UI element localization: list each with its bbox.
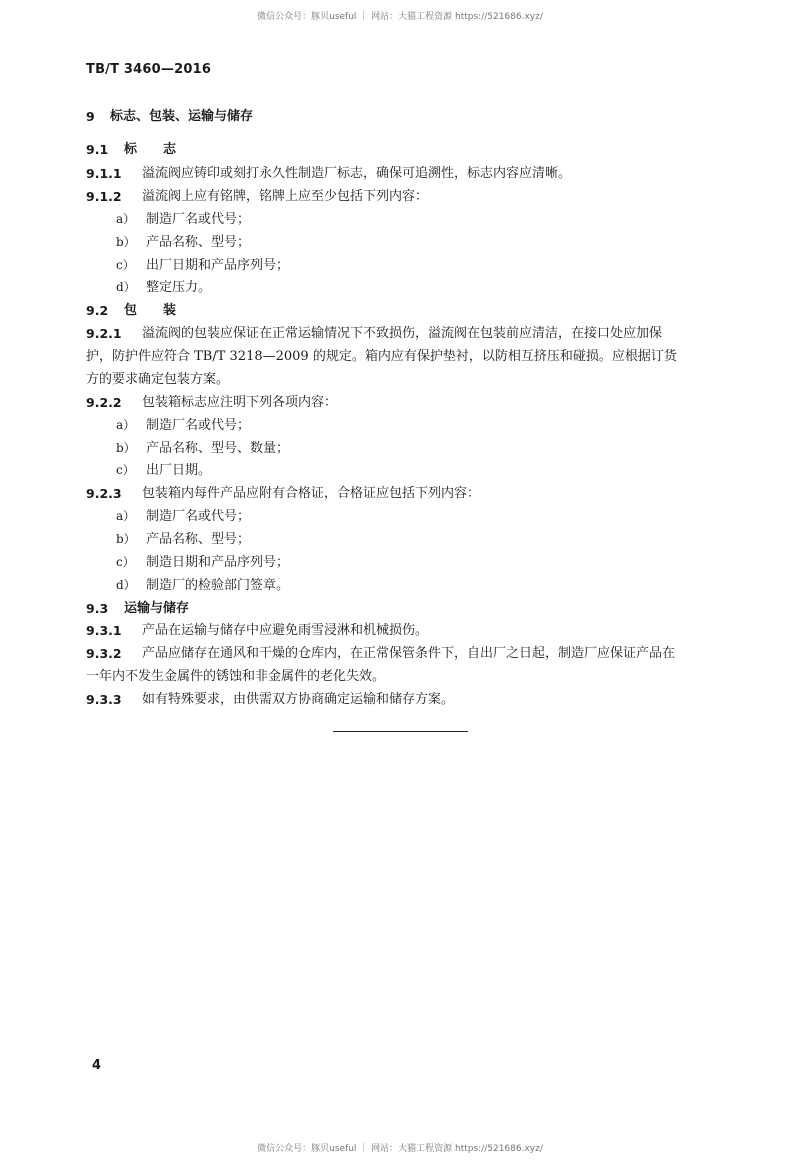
list-marker: b） xyxy=(116,441,136,455)
watermark-bottom: 微信公众号：豚贝useful ｜ 网站：大猫工程资源 https://521686.xyz/ xyxy=(257,1144,543,1154)
clause-number-9-2-3: 9.2.3 xyxy=(86,486,122,501)
list-marker: a） xyxy=(116,509,136,523)
clause-number-9-1-2: 9.1.2 xyxy=(86,189,122,204)
clause-text-9-3-1: 产品在运输与储存中应避免雨雪浸淋和机械损伤。 xyxy=(142,623,429,638)
clause-number-9-1-1: 9.1.1 xyxy=(86,166,122,181)
clause-text-line: 一年内不发生金属件的锈蚀和非金属件的老化失效。 xyxy=(86,669,386,684)
list-item: 制造日期和产品序列号； xyxy=(146,555,290,570)
subsection-number-9-2: 9.2 xyxy=(86,303,109,318)
list-item: 出厂日期和产品序列号； xyxy=(146,258,290,273)
list-item: 制造厂名或代号； xyxy=(146,418,251,433)
subsection-title-9-2: 包 装 xyxy=(124,303,177,318)
list-marker: b） xyxy=(116,532,136,546)
list-marker: c） xyxy=(116,555,135,569)
list-item: 产品名称、型号； xyxy=(146,532,251,547)
clause-text-9-1-1: 溢流阀应铸印或刻打永久性制造厂标志，确保可追溯性，标志内容应清晰。 xyxy=(142,166,572,181)
list-item: 制造厂的检验部门签章。 xyxy=(146,578,290,593)
clause-number-9-3-3: 9.3.3 xyxy=(86,692,122,707)
clause-number-9-2-1: 9.2.1 xyxy=(86,326,122,341)
list-marker: b） xyxy=(116,235,136,249)
list-item: 产品名称、型号、数量； xyxy=(146,441,290,456)
subsection-number-9-3: 9.3 xyxy=(86,601,109,616)
page-number: 4 xyxy=(92,1058,102,1073)
clause-text-line: 方的要求确定包装方案。 xyxy=(86,372,230,387)
list-marker: d） xyxy=(116,578,136,592)
list-marker: a） xyxy=(116,212,136,226)
list-marker: a） xyxy=(116,418,136,432)
clause-text-line: 护，防护件应符合 TB/T 3218—2009 的规定。箱内应有保护垫衬，以防相互挤压和碰损。应根据订货 xyxy=(86,349,677,364)
list-marker: c） xyxy=(116,463,135,477)
clause-number-9-3-2: 9.3.2 xyxy=(86,646,122,661)
clause-text-line: 溢流阀的包装应保证在正常运输情况下不致损伤，溢流阀在包装前应清洁，在接口处应加保 xyxy=(142,326,663,341)
list-item: 出厂日期。 xyxy=(146,463,212,478)
clause-text-9-3-3: 如有特殊要求，由供需双方协商确定运输和储存方案。 xyxy=(142,692,455,707)
clause-text-9-2-3: 包装箱内每件产品应附有合格证，合格证应包括下列内容： xyxy=(142,486,481,501)
subsection-title-9-1: 标 志 xyxy=(124,142,177,157)
clause-text-line: 产品应储存在通风和干燥的仓库内，在正常保管条件下，自出厂之日起，制造厂应保证产品在 xyxy=(142,646,676,661)
list-item: 产品名称、型号； xyxy=(146,235,251,250)
list-marker: d） xyxy=(116,280,136,294)
clause-text-9-1-2: 溢流阀上应有铭牌，铭牌上应至少包括下列内容： xyxy=(142,189,429,204)
clause-number-9-2-2: 9.2.2 xyxy=(86,395,122,410)
standard-number: TB/T 3460—2016 xyxy=(86,62,212,77)
subsection-number-9-1: 9.1 xyxy=(86,142,109,157)
subsection-title-9-3: 运输与储存 xyxy=(124,601,190,616)
section-number: 9 xyxy=(86,109,95,124)
list-item: 制造厂名或代号； xyxy=(146,212,251,227)
section-title: 标志、包装、运输与储存 xyxy=(110,109,254,124)
clause-text-9-2-2: 包装箱标志应注明下列各项内容： xyxy=(142,395,338,410)
watermark-top: 微信公众号：豚贝useful ｜ 网站：大猫工程资源 https://521686.xyz/ xyxy=(257,12,543,22)
clause-number-9-3-1: 9.3.1 xyxy=(86,623,122,638)
list-marker: c） xyxy=(116,258,135,272)
list-item: 整定压力。 xyxy=(146,280,212,295)
end-rule xyxy=(333,731,468,732)
list-item: 制造厂名或代号； xyxy=(146,509,251,524)
